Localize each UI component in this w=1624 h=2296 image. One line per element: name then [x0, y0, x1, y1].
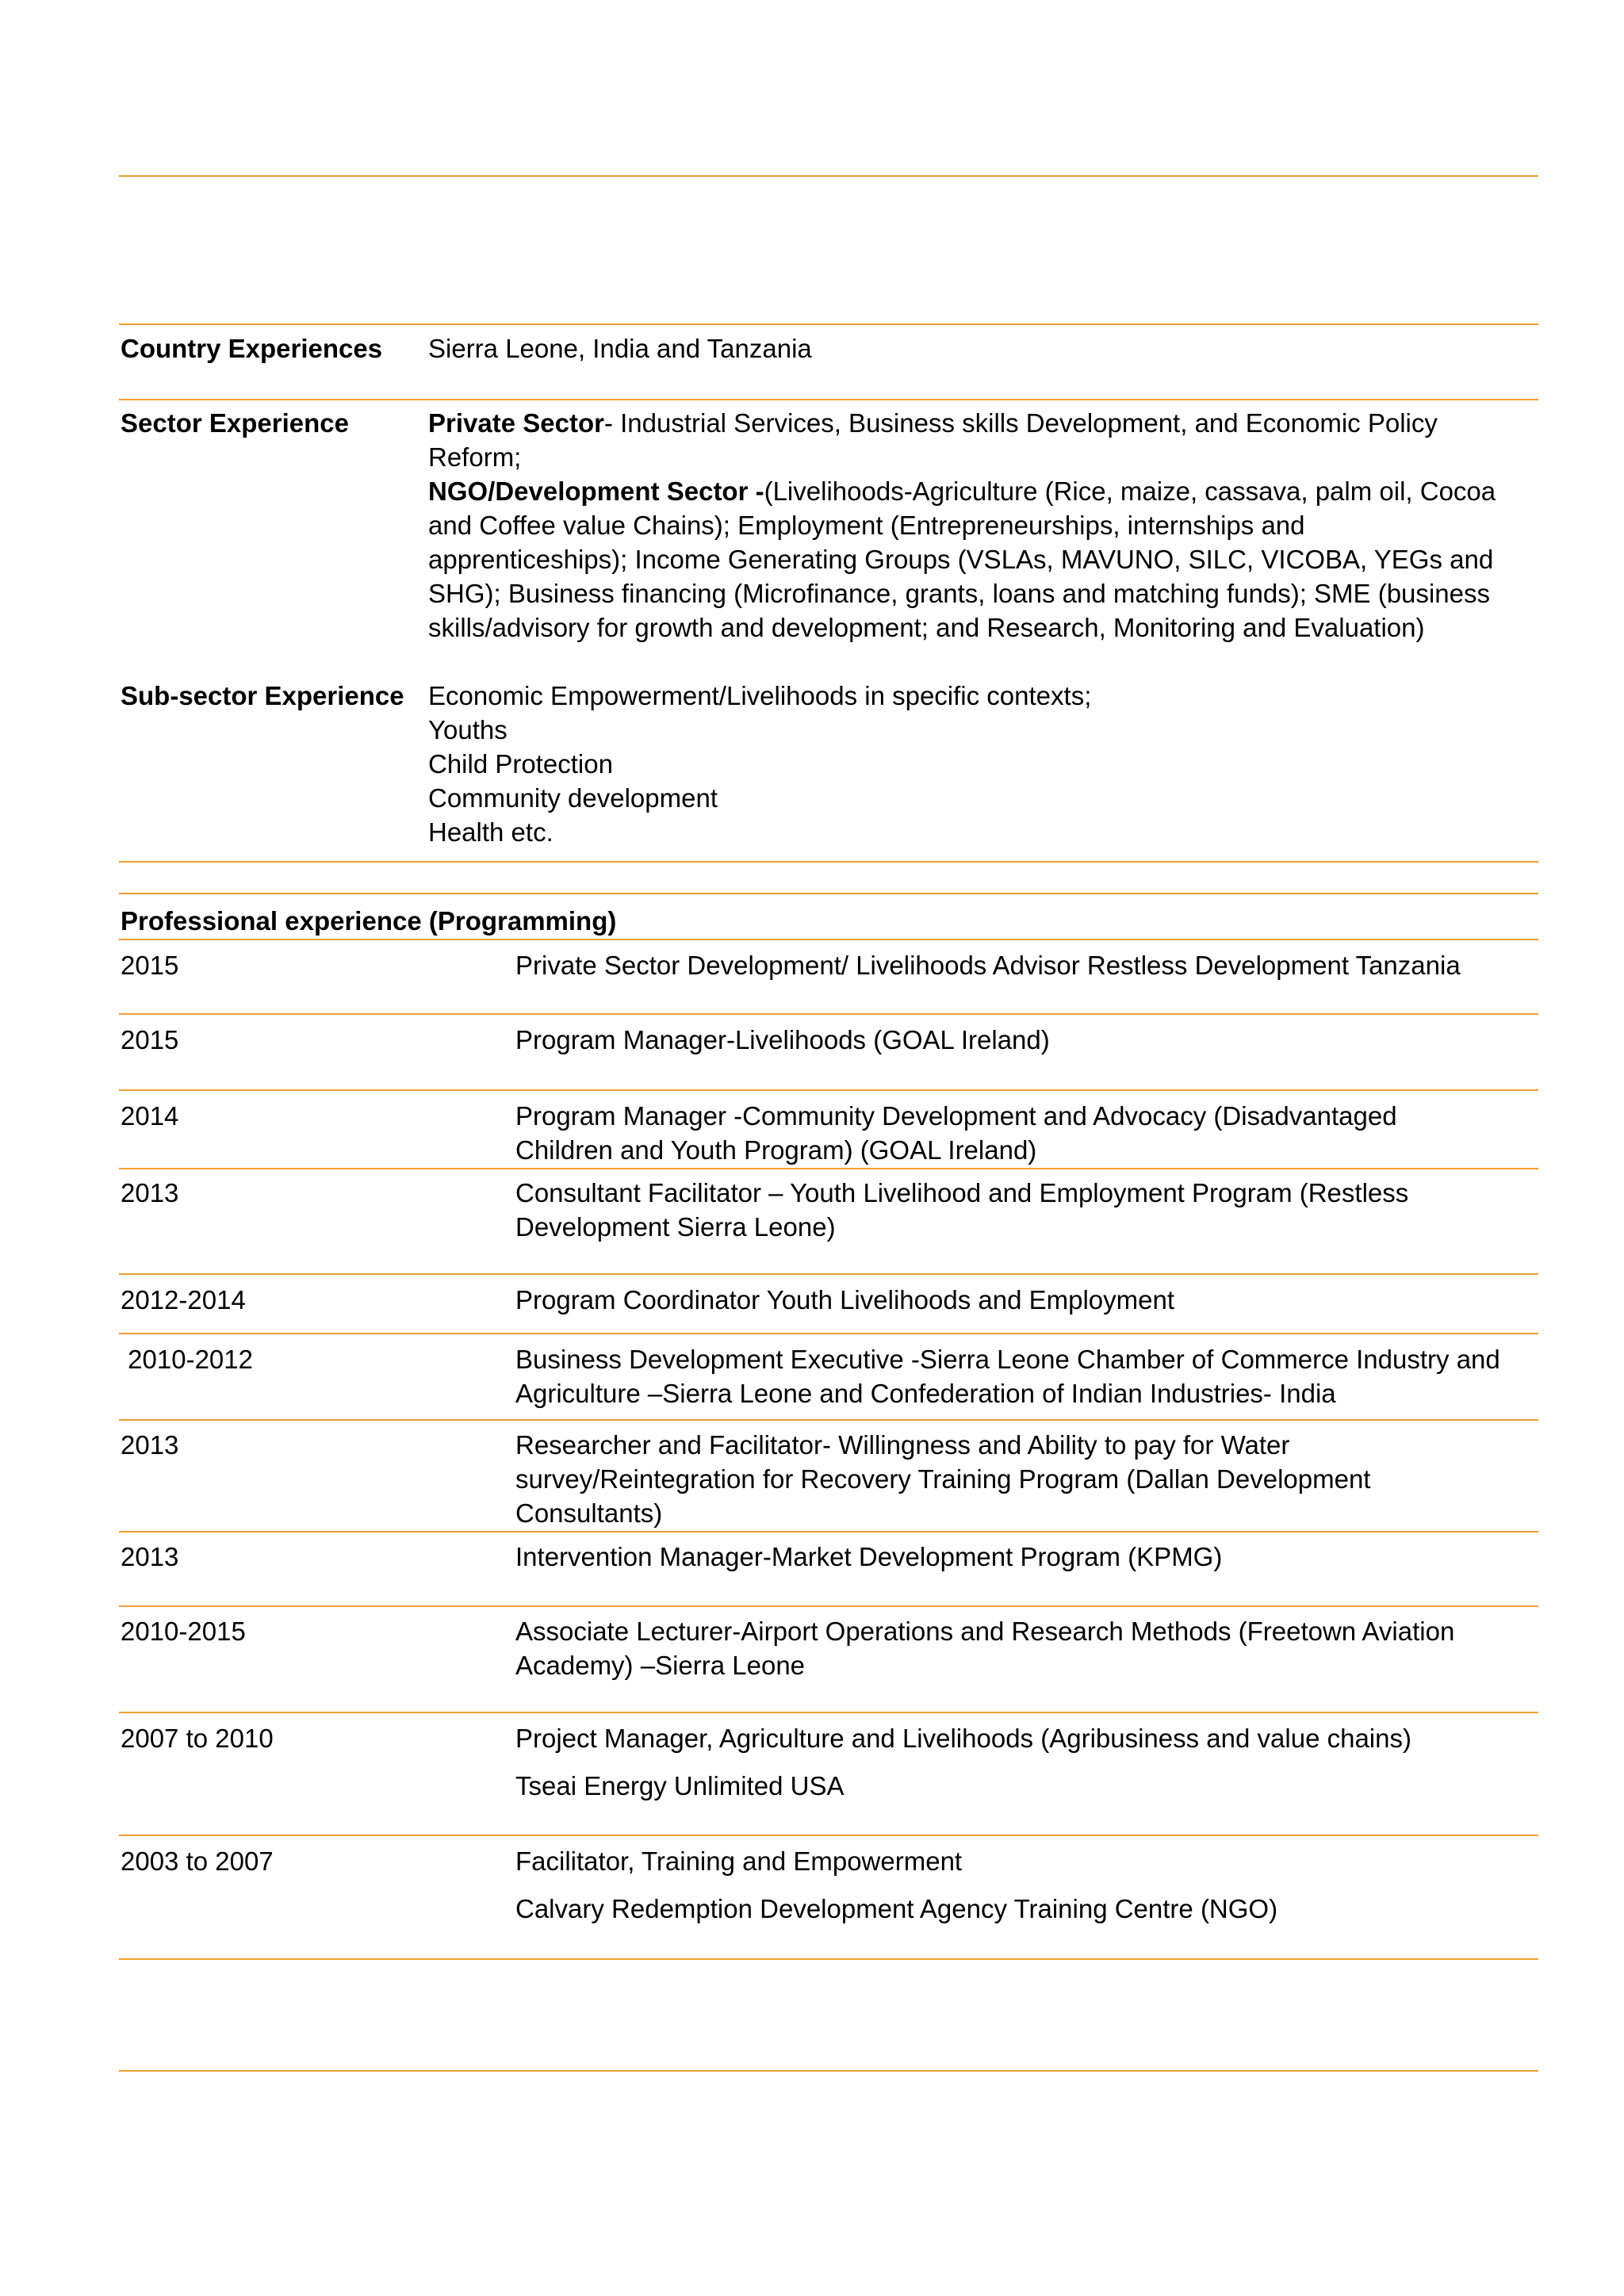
- country-label: Country Experiences: [121, 334, 383, 363]
- country-value: Sierra Leone, India and Tanzania: [428, 334, 812, 363]
- experience-role: Intervention Manager-Market Development Program (KPMG): [515, 1542, 1223, 1571]
- footer-rule: [119, 2070, 1538, 2072]
- experience-role: Researcher and Facilitator- Willingness and Ability to pay for Water survey/Reintegration for Recovery Training Program (Dallan Development Consultants): [515, 1430, 1371, 1528]
- experience-role: Program Manager-Livelihoods (GOAL Ireland): [515, 1025, 1050, 1054]
- experience-period: 2015: [121, 951, 179, 980]
- experience-role: Consultant Facilitator – Youth Livelihood and Employment Program (Restless Development Sierra Leone): [515, 1178, 1409, 1242]
- experience-role: Business Development Executive -Sierra Leone Chamber of Commerce Industry and Agriculture –Sierra Leone and Confederation of Indian Industries- India: [515, 1345, 1500, 1408]
- experience-period: 2015: [121, 1025, 179, 1054]
- divider: [119, 1273, 1538, 1275]
- divider: [119, 323, 1538, 325]
- divider: [119, 1531, 1538, 1533]
- private-sector-text: - Industrial Services, Business skills Development, and Economic Policy Reform;: [428, 408, 1438, 472]
- private-sector-heading: Private Sector: [428, 408, 604, 438]
- experience-period: 2014: [121, 1101, 179, 1131]
- subsector-item: Child Protection: [428, 749, 613, 779]
- header-rule: [119, 175, 1538, 177]
- experience-role: Facilitator, Training and Empowerment: [515, 1846, 963, 1876]
- divider: [119, 893, 1538, 894]
- subsector-label: Sub-sector Experience: [121, 681, 404, 710]
- sector-value: [428, 406, 1511, 645]
- divider: [119, 399, 1538, 400]
- sector-label: Sector Experience: [121, 408, 349, 438]
- subsector-list: [428, 679, 1091, 849]
- subsector-item: Community development: [428, 783, 718, 813]
- experience-organization: Tseai Energy Unlimited USA: [515, 1771, 845, 1800]
- experience-period: 2013: [121, 1542, 179, 1571]
- subsector-item: Health etc.: [428, 817, 553, 847]
- experience-role: Associate Lecturer-Airport Operations and Research Methods (Freetown Aviation Academy) –Sierra Leone: [515, 1617, 1455, 1680]
- experience-heading: Professional experience (Programming): [121, 906, 617, 936]
- divider: [119, 861, 1538, 863]
- ngo-sector-heading: NGO/Development Sector -: [428, 476, 764, 506]
- divider: [119, 939, 1538, 940]
- experience-role: Project Manager, Agriculture and Livelihoods (Agribusiness and value chains): [515, 1724, 1411, 1753]
- ngo-sector-text: (Livelihoods-Agriculture (Rice, maize, cassava, palm oil, Cocoa and Coffee value Chains); Employment (Entrepreneurships, internships and apprenticeships); Income Generating Groups (VSLAs, MAVUNO, SILC, VICOBA, YEGs and SHG); Business financing (Microfinance, grants, loans and matching funds); SME (business skills/advisory for growth and development; and Research, Monitoring and Evaluation): [428, 476, 1496, 642]
- experience-period: 2012-2014: [121, 1285, 246, 1314]
- experience-period: 2013: [121, 1430, 179, 1460]
- subsector-item: Youths: [428, 715, 508, 744]
- divider: [119, 1168, 1538, 1169]
- experience-role: Program Coordinator Youth Livelihoods and Employment: [515, 1285, 1174, 1314]
- experience-period: 2010-2012: [121, 1345, 253, 1374]
- experience-role: Private Sector Development/ Livelihoods Advisor Restless Development Tanzania: [515, 951, 1461, 980]
- divider: [119, 1958, 1538, 1960]
- divider: [119, 1605, 1538, 1607]
- divider: [119, 1013, 1538, 1015]
- divider: [119, 1089, 1538, 1091]
- experience-period: 2013: [121, 1178, 179, 1207]
- experience-period: 2003 to 2007: [121, 1846, 274, 1876]
- divider: [119, 1419, 1538, 1421]
- divider: [119, 1333, 1538, 1334]
- experience-role: Program Manager -Community Development and Advocacy (Disadvantaged Children and Youth Program) (GOAL Ireland): [515, 1101, 1397, 1165]
- divider: [119, 1712, 1538, 1713]
- divider: [119, 1835, 1538, 1836]
- subsector-item: Economic Empowerment/Livelihoods in specific contexts;: [428, 681, 1092, 710]
- experience-organization: Calvary Redemption Development Agency Training Centre (NGO): [515, 1894, 1278, 1923]
- experience-period: 2010-2015: [121, 1617, 246, 1646]
- experience-period: 2007 to 2010: [121, 1724, 274, 1753]
